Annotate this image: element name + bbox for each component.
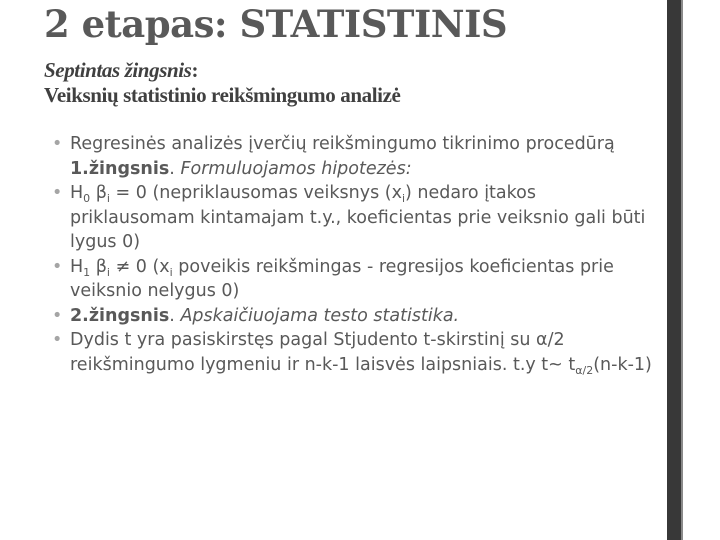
bullet-text: = 0 (nepriklausomas veiksnys (x <box>109 183 402 203</box>
bullet-item <box>52 132 652 181</box>
bullet-text: Regresinės analizės įverčių reikšmingumo tikrinimo procedūrą <box>70 134 615 154</box>
bullet-italic: Formuluojamos hipotezės: <box>180 158 412 179</box>
bullet-text: (n-k-1) <box>593 354 652 375</box>
bullet-text: poveikis reikšmingas - regresijos koeficientas prie veiksnio nelygus 0) <box>70 256 614 301</box>
bullet-item <box>52 255 652 304</box>
subscript: i <box>106 265 110 279</box>
bullet-icon: • <box>52 305 63 326</box>
bullet-icon: • <box>52 256 63 277</box>
bullet-text: ) nedaro įtakos priklausomam kintamajam t.y., koeficientas prie veiksnio gali būti lygus 0) <box>70 183 646 252</box>
bullet-text: /2 reikšmingumo lygmeniu ir n-k-1 laisvės laipsniais. t.y t~ t <box>70 330 576 375</box>
bullet-icon: • <box>52 330 63 350</box>
subscript: i <box>106 192 110 205</box>
bullet-item <box>52 328 652 377</box>
subtitle-line-2: Veiksnių statistinio reikšmingumo analizė <box>44 83 401 107</box>
bullet-text: . <box>169 158 181 179</box>
bullet-text: Dydis t yra pasiskirstęs pagal Stjudento t-skirstinį su <box>70 330 537 350</box>
side-accent-line <box>681 0 683 540</box>
subscript: α/2 <box>575 363 594 377</box>
beta-symbol: β <box>95 183 107 203</box>
bullet-item <box>52 181 652 255</box>
hypothesis-symbol: H <box>70 183 84 203</box>
subtitle-step: Septintas žingsnis <box>44 58 192 82</box>
subscript: 1 <box>83 265 91 279</box>
subtitle-colon: : <box>191 58 199 82</box>
side-accent-bar <box>667 0 681 540</box>
subscript: 0 <box>83 192 91 205</box>
bullet-text: ≠ 0 (x <box>109 256 170 277</box>
bullet-bold: 1.žingsnis <box>70 158 170 179</box>
subscript: i <box>169 265 173 279</box>
hypothesis-symbol: H <box>70 256 84 277</box>
alpha-symbol: α <box>536 330 548 350</box>
bullet-icon: • <box>52 183 63 203</box>
bullet-text: . <box>169 305 181 326</box>
subtitle-line-1 <box>44 58 400 83</box>
bullet-italic: Apskaičiuojama testo statistika. <box>180 305 460 326</box>
beta-symbol: β <box>95 256 107 277</box>
subscript: i <box>401 192 406 205</box>
slide-subtitle <box>44 58 400 108</box>
bullet-bold: 2.žingsnis <box>70 305 170 326</box>
bullet-list <box>52 132 652 377</box>
bullet-icon: • <box>52 134 63 154</box>
bullet-item <box>52 304 652 329</box>
slide-title: 2 etapas: STATISTINIS <box>44 2 508 46</box>
